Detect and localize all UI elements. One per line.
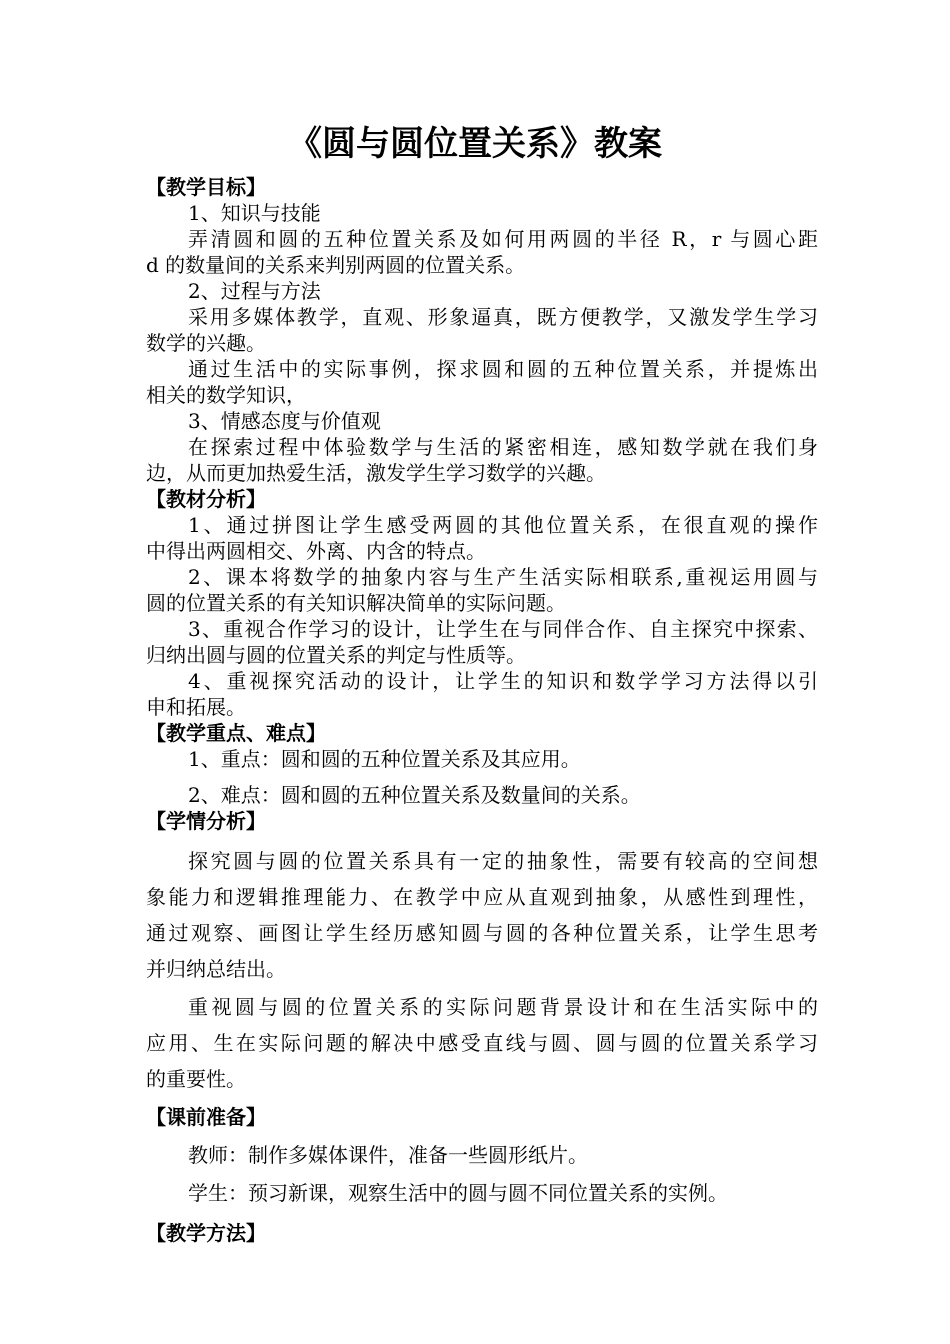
section-heading-material: 【教材分析】 (146, 487, 266, 511)
text-line: 学生：预习新课，观察生活中的圆与圆不同位置关系的实例。 (188, 1181, 728, 1205)
section-heading-key-points: 【教学重点、难点】 (146, 721, 326, 745)
text-line: 3、情感态度与价值观 (188, 409, 381, 433)
section-heading-preparation: 【课前准备】 (146, 1105, 266, 1129)
text-line: 重视圆与圆的位置关系的实际问题背景设计和在生活实际中的 (188, 995, 818, 1019)
text-line: 并归纳总结出。 (146, 957, 286, 981)
text-line: 探究圆与圆的位置关系具有一定的抽象性，需要有较高的空间想 (188, 849, 818, 873)
text-line: 圆的位置关系的有关知识解决简单的实际问题。 (146, 591, 566, 615)
text-line: 通过观察、画图让学生经历感知圆与圆的各种位置关系，让学生思考 (146, 921, 818, 945)
section-heading-students: 【学情分析】 (146, 809, 266, 833)
text-line: 中得出两圆相交、外离、内含的特点。 (146, 539, 486, 563)
text-line: 在探索过程中体验数学与生活的紧密相连，感知数学就在我们身 (188, 435, 818, 459)
text-line: 1、知识与技能 (188, 201, 321, 225)
text-line: 的重要性。 (146, 1067, 246, 1091)
text-line: d 的数量间的关系来判别两圆的位置关系。 (146, 253, 526, 277)
text-line: 4、重视探究活动的设计，让学生的知识和数学学习方法得以引 (188, 669, 818, 693)
text-line: 采用多媒体教学，直观、形象逼真，既方便教学，又激发学生学习 (188, 305, 818, 329)
section-heading-methods: 【教学方法】 (146, 1221, 266, 1245)
text-line: 2、难点：圆和圆的五种位置关系及数量间的关系。 (188, 783, 641, 807)
text-line: 数学的兴趣。 (146, 331, 266, 355)
text-line: 申和拓展。 (146, 695, 246, 719)
text-line: 边，从而更加热爱生活，激发学生学习数学的兴趣。 (146, 461, 606, 485)
text-line: 教师：制作多媒体课件，准备一些圆形纸片。 (188, 1143, 588, 1167)
text-line: 1、重点：圆和圆的五种位置关系及其应用。 (188, 747, 581, 771)
text-line: 象能力和逻辑推理能力、在教学中应从直观到抽象，从感性到理性， (146, 885, 818, 909)
section-heading-goals: 【教学目标】 (146, 175, 266, 199)
text-line: 归纳出圆与圆的位置关系的判定与性质等。 (146, 643, 526, 667)
text-line: 相关的数学知识， (146, 383, 306, 407)
text-line: 1、通过拼图让学生感受两圆的其他位置关系，在很直观的操作 (188, 513, 818, 537)
document-title: 《圆与圆位置关系》教案 (288, 124, 662, 164)
text-line: 应用、生在实际问题的解决中感受直线与圆、圆与圆的位置关系学习 (146, 1031, 818, 1055)
text-line: 2、课本将数学的抽象内容与生产生活实际相联系,重视运用圆与 (188, 565, 818, 589)
text-line: 通过生活中的实际事例，探求圆和圆的五种位置关系，并提炼出 (188, 357, 818, 381)
text-line: 2、过程与方法 (188, 279, 321, 303)
text-line: 3、重视合作学习的设计，让学生在与同伴合作、自主探究中探索、 (188, 617, 818, 641)
text-line: 弄清圆和圆的五种位置关系及如何用两圆的半径 R，r 与圆心距 (188, 227, 818, 251)
